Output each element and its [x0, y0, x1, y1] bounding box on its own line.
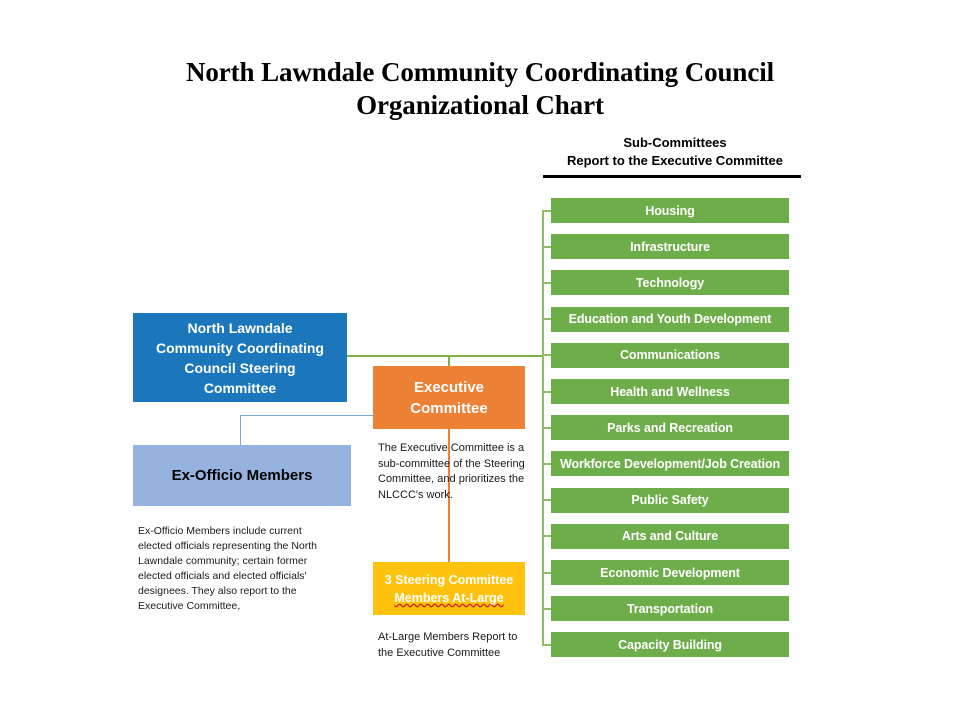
subcommittee-label: Transportation	[626, 601, 714, 616]
subcommittee-box[interactable]	[551, 415, 789, 440]
executive-committee-line-2: Committee	[410, 399, 488, 417]
subcommittee-connector-stub	[542, 391, 551, 393]
subcommittee-label: Technology	[635, 275, 705, 290]
subcommittee-connector-stub	[542, 499, 551, 501]
subcommittee-box[interactable]	[551, 632, 789, 657]
subcommittee-connector-stub	[542, 318, 551, 320]
subcommittee-label: Arts and Culture	[621, 529, 719, 544]
subcommittee-box[interactable]	[551, 596, 789, 621]
subcommittees-header-line-2: Report to the Executive Committee	[567, 153, 783, 168]
connector-executive-to-exofficio-horizontal	[240, 415, 374, 416]
subcommittee-connector-stub	[542, 463, 551, 465]
executive-committee-caption: The Executive Committee is a sub-committee of the Steering Committee, and prioritizes the NLCCC's work.	[378, 442, 525, 501]
subcommittee-label: Education and Youth Development	[568, 312, 772, 327]
steering-committee-line-4: Committee	[203, 379, 277, 396]
subcommittee-label: Health and Wellness	[610, 384, 730, 399]
subcommittee-label: Capacity Building	[618, 637, 722, 652]
subcommittees-header-line-1: Sub-Committees	[623, 135, 727, 150]
steering-committee-line-1: North Lawndale	[187, 319, 293, 336]
connector-executive-to-exofficio-vertical	[240, 415, 241, 446]
at-large-members-caption: At-Large Members Report to the Executive Committee	[378, 631, 518, 659]
subcommittee-label: Workforce Development/Job Creation	[559, 456, 781, 471]
ex-officio-members-caption: Ex-Officio Members include current elected officials representing the North Lawndale community; certain former elected officials and elected officials' designees. They also report to the Executive Committee,	[138, 525, 317, 612]
ex-officio-members-box[interactable]	[133, 445, 351, 506]
at-large-line-2: Members At-Large	[394, 590, 504, 605]
steering-committee-line-3: Council Steering	[184, 359, 296, 376]
steering-committee-box[interactable]	[133, 313, 347, 402]
page-title	[110, 56, 850, 122]
subcommittee-box[interactable]	[551, 343, 789, 368]
subcommittee-box[interactable]	[551, 198, 789, 223]
connector-steering-to-trunk	[347, 355, 543, 357]
subcommittee-connector-stub	[542, 535, 551, 537]
executive-committee-box[interactable]	[373, 366, 525, 429]
steering-committee-line-2: Community Coordinating	[156, 339, 324, 356]
subcommittee-box[interactable]	[551, 234, 789, 259]
subcommittee-box[interactable]	[551, 560, 789, 585]
subcommittee-connector-stub	[542, 644, 551, 646]
subcommittee-box[interactable]	[551, 307, 789, 332]
subcommittee-connector-stub	[542, 354, 551, 356]
subcommittee-box[interactable]	[551, 379, 789, 404]
subcommittee-connector-stub	[542, 282, 551, 284]
subcommittee-label: Infrastructure	[630, 239, 710, 254]
executive-committee-line-1: Executive	[413, 378, 485, 396]
ex-officio-members-label: Ex-Officio Members	[171, 467, 313, 484]
subcommittee-box[interactable]	[551, 451, 789, 476]
page-title-line-1: North Lawndale Community Coordinating Council	[185, 57, 775, 87]
at-large-line-1: 3 Steering Committee	[384, 572, 514, 587]
subcommittee-box[interactable]	[551, 488, 789, 513]
subcommittee-label: Economic Development	[600, 565, 740, 580]
subcommittee-label: Communications	[620, 348, 720, 363]
subcommittee-label: Public Safety	[631, 493, 709, 508]
subcommittee-connector-stub	[542, 210, 551, 212]
subcommittee-box[interactable]	[551, 524, 789, 549]
subcommittee-label: Parks and Recreation	[607, 420, 733, 435]
subcommittee-label: Housing	[645, 203, 695, 218]
subcommittees-header-rule	[543, 175, 801, 178]
subcommittee-connector-stub	[542, 608, 551, 610]
subcommittee-connector-stub	[542, 427, 551, 429]
page-title-line-2: Organizational Chart	[356, 90, 604, 120]
subcommittee-box[interactable]	[551, 270, 789, 295]
subcommittee-connector-stub	[542, 246, 551, 248]
subcommittees-header	[540, 134, 810, 170]
at-large-members-box[interactable]	[373, 562, 525, 615]
subcommittee-connector-stub	[542, 572, 551, 574]
